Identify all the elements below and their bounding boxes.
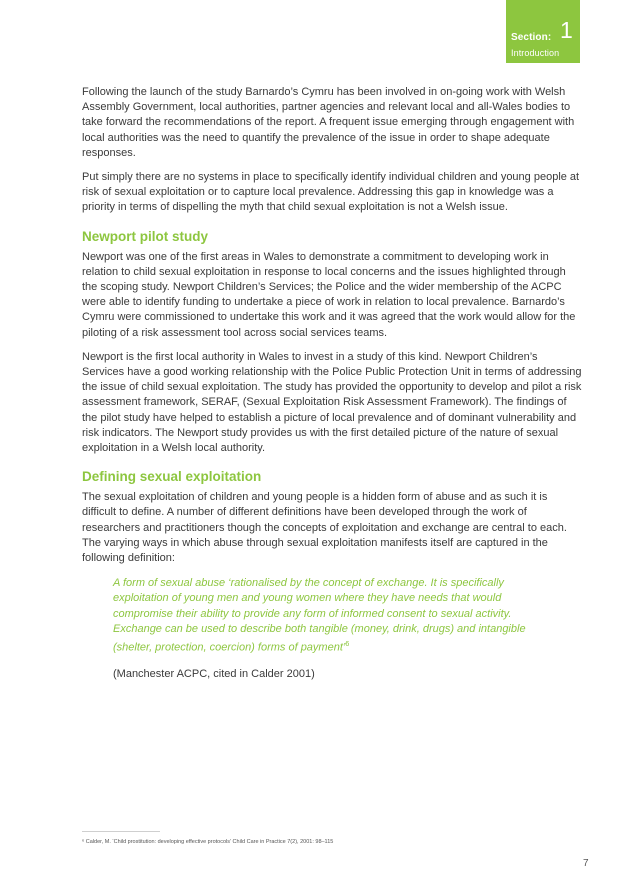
- newport-heading: Newport pilot study: [82, 228, 208, 244]
- quote-citation: (Manchester ACPC, cited in Calder 2001): [113, 667, 315, 680]
- section-number: 1: [560, 17, 573, 43]
- section-tab: [506, 0, 580, 63]
- intro-paragraph-2: Put simply there are no systems in place to specifically identify individual children and young people at risk of sexual exploitation or to capture local prevalence. Addressing this gap in knowledge was a priority in terms of dispelling the myth that child sexual exploitation is not a Welsh issue.: [82, 171, 580, 214]
- footnote: ⁶ Calder, M. ‘Child prostitution: developing effective protocols’ Child Care in Practice 7(2), 2001: 98–115: [82, 839, 334, 845]
- definition-quote: [113, 576, 553, 656]
- section-subtitle: Introduction: [511, 48, 560, 58]
- section-label: Section:: [511, 32, 552, 43]
- intro-paragraph-1: Following the launch of the study Barnardo’s Cymru has been involved in on-going work with Welsh Assembly Government, local authorities, partner agencies and relevant local and all-Wales bodies to take forward the recommendations of the report. A frequent issue emerging through engagement with local authorities was the need to quantify the prevalence of the issue in order to shape adequate responses.: [82, 86, 575, 159]
- newport-paragraph-2: Newport is the first local authority in Wales to invest in a study of this kind. Newport Children’s Services have a good working relationship with the Police Public Protection Unit in terms of addressing the issue of child sexual exploitation. The study has provided the opportunity to develop and pilot a risk assessment framework, SERAF, (Sexual Exploitation Risk Assessment Framework). The findings of the pilot study have helped to establish a picture of local prevalence and of dominant vulnerability and risk indicators. The Newport study provides us with the first detailed picture of the nature of sexual exploitation in a Welsh local authority.: [82, 350, 582, 455]
- quote-text: A form of sexual abuse ‘rationalised by the concept of exchange. It is specifically exploitation of young men and young women where they have needs that would compromise their ability to provide any form of informed consent to sexual activity. Exchange can be used to describe both tangible (money, drink, drugs) and intangible (shelter, protection, coercion) forms of payment’: [113, 577, 526, 654]
- defining-paragraph: The sexual exploitation of children and young people is a hidden form of abuse and as such it is difficult to define. A number of different definitions have been developed through the work of researchers and practitioners though the concepts of exploitation and exchange are central to each. The varying ways in which abuse through sexual exploitation manifests itself are captured in the following definition:: [82, 491, 567, 565]
- page-number: 7: [583, 858, 589, 869]
- defining-heading: Defining sexual exploitation: [82, 469, 262, 485]
- footnote-ref: 6: [345, 641, 350, 649]
- footnote-divider: [82, 831, 160, 832]
- page-content: [82, 85, 582, 682]
- newport-paragraph-1: Newport was one of the first areas in Wales to demonstrate a commitment to developing work in relation to child sexual exploitation in response to local concerns and the issues highlighted through the scoping study. Newport Children’s Services; the Police and the wider membership of the ACPC were able to identify funding to undertake a piece of work in relation to local prevalence. Barnardo’s Cymru were commissioned to undertake this work and it was agreed that the work would allow for the piloting of a risk assessment tool across social services teams.: [82, 250, 576, 339]
